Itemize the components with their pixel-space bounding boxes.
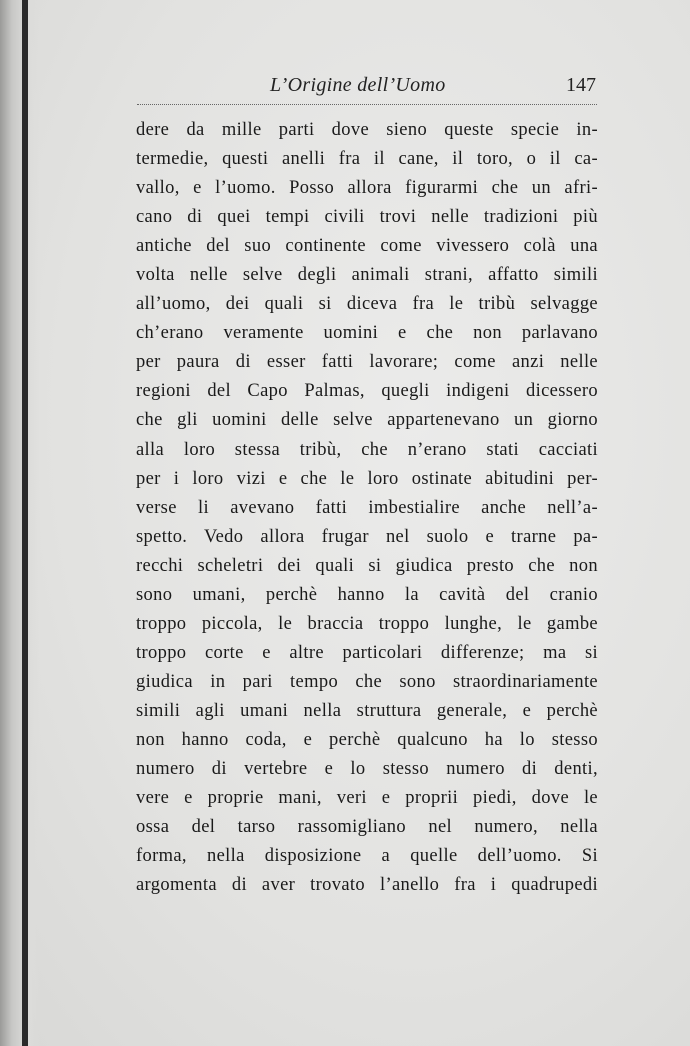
text-line: alla loro stessa tribù, che n’erano stati cacciati: [136, 439, 598, 460]
body-text: [136, 116, 598, 900]
text-line: vallo, e l’uomo. Posso allora figurarmi che un afri-: [136, 178, 598, 199]
text-line: recchi scheletri dei quali si giudica presto che non: [136, 555, 598, 576]
text-line: vere e proprie mani, veri e proprii piedi, dove le: [136, 788, 598, 809]
page-header: [270, 74, 600, 100]
text-line: sono umani, perchè hanno la cavità del cranio: [136, 584, 598, 605]
text-line: all’uomo, dei quali si diceva fra le tribù selvagge: [136, 294, 598, 315]
book-binding-edge: [22, 0, 28, 1046]
text-line: volta nelle selve degli animali strani, affatto simili: [136, 265, 598, 286]
text-line: spetto. Vedo allora frugar nel suolo e trarne pa-: [136, 526, 598, 547]
text-line: che gli uomini delle selve appartenevano un giorno: [136, 410, 598, 431]
text-line: simili agli umani nella struttura generale, e perchè: [136, 700, 598, 721]
header-rule: [137, 104, 597, 105]
text-line: troppo piccola, le braccia troppo lunghe, le gambe: [136, 613, 598, 634]
text-line: forma, nella disposizione a quelle dell’uomo. Si: [136, 846, 598, 867]
text-line: ch’erano veramente uomini e che non parlavano: [136, 323, 598, 344]
text-line: termedie, questi anelli fra il cane, il toro, o il ca-: [136, 149, 598, 170]
text-line: numero di vertebre e lo stesso numero di denti,: [136, 759, 598, 780]
text-line: antiche del suo continente come vivessero colà una: [136, 236, 598, 257]
text-line: dere da mille parti dove sieno queste specie in-: [136, 120, 598, 140]
text-line: per paura di esser fatti lavorare; come anzi nelle: [136, 352, 598, 373]
text-line: giudica in pari tempo che sono straordinariamente: [136, 671, 598, 692]
text-line: troppo corte e altre particolari differenze; ma si: [136, 642, 598, 663]
text-line: ossa del tarso rassomigliano nel numero, nella: [136, 817, 598, 838]
text-line: non hanno coda, e perchè qualcuno ha lo stesso: [136, 729, 598, 750]
running-title: L’Origine dell’Uomo: [270, 74, 446, 96]
page-number: 147: [566, 74, 596, 96]
book-spine-shadow: [0, 0, 40, 1046]
text-line: per i loro vizi e che le loro ostinate abitudini per-: [136, 468, 598, 489]
text-line: verse li avevano fatti imbestialire anche nell’a-: [136, 497, 598, 518]
text-line: argomenta di aver trovato l’anello fra i quadrupedi: [136, 875, 598, 896]
text-line: regioni del Capo Palmas, quegli indigeni dicessero: [136, 381, 598, 402]
text-line: cano di quei tempi civili trovi nelle tradizioni più: [136, 207, 598, 228]
